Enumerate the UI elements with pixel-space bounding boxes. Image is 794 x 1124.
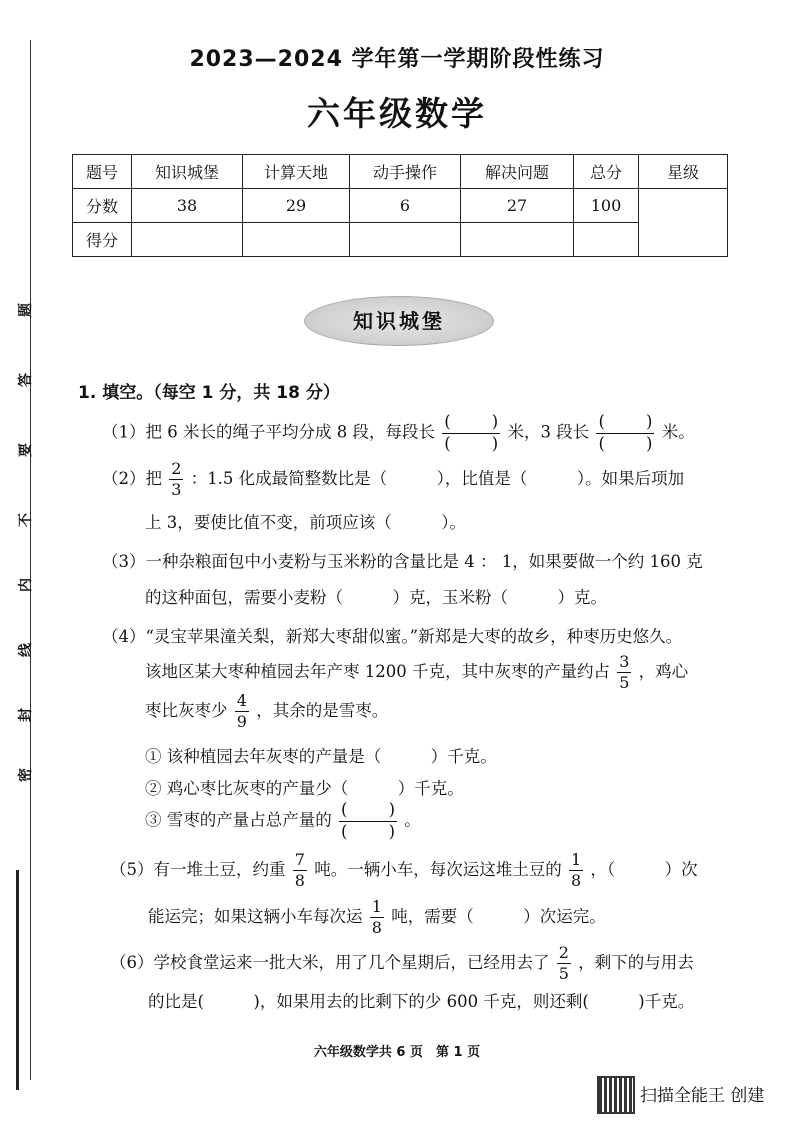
section-badge: 知识城堡	[304, 296, 494, 346]
score-input-cell[interactable]	[461, 223, 574, 257]
table-cell: 解决问题	[461, 155, 574, 189]
table-cell: 分数	[73, 189, 132, 223]
question-text: ，（ ）次	[590, 860, 698, 879]
answer-fraction-blank[interactable]: ( ) ( )	[341, 800, 395, 841]
question-text: 吨。一辆小车，每次运这堆土豆的	[314, 860, 562, 879]
score-input-cell[interactable]	[243, 223, 350, 257]
margin-char: 题	[18, 303, 34, 317]
fraction	[235, 693, 249, 730]
question-text: （4）“灵宝苹果潼关梨，新郑大枣甜似蜜。”新郑是大枣的故乡，种枣历史悠久。	[102, 627, 683, 646]
question-text: ：1.5 化成最简整数比是（ ），比值是（ ）。如果后项加	[190, 469, 685, 488]
score-input-cell[interactable]	[350, 223, 461, 257]
question-text: 。	[404, 810, 421, 830]
star-rating-cell[interactable]	[639, 189, 728, 257]
question-text: ① 该种植园去年灰枣的产量是（ ）千克。	[145, 747, 497, 766]
margin-char: 线	[18, 643, 34, 657]
score-table-header-row	[73, 155, 728, 189]
fraction	[169, 461, 183, 498]
table-cell: 知识城堡	[132, 155, 243, 189]
scanner-watermark: 扫描全能王 创建	[640, 1086, 765, 1106]
fraction-numerator: 3	[619, 652, 630, 671]
table-cell: 星级	[639, 155, 728, 189]
question-text: （1）把 6 米长的绳子平均分成 8 段，每段长	[102, 422, 435, 442]
question-text: （2）把	[102, 469, 162, 488]
question-item-5b	[148, 899, 606, 936]
fraction-numerator: 1	[570, 850, 582, 869]
question-item-4c	[145, 693, 388, 730]
question-heading: 1. 填空。（每空 1 分，共 18 分）	[78, 383, 340, 403]
qr-code-icon	[597, 1076, 635, 1114]
score-input-cell[interactable]	[574, 223, 639, 257]
fraction-denominator: 8	[371, 918, 382, 937]
page-footer: 六年级数学共 6 页 第 1 页	[313, 1045, 481, 1060]
margin-char: 密	[18, 768, 34, 782]
fraction-denominator: 3	[171, 480, 182, 499]
table-cell: 总分	[574, 155, 639, 189]
fraction-numerator: 1	[371, 897, 382, 916]
question-text: 上 3，要使比值不变，前项应该（ ）。	[145, 513, 466, 532]
question-text: ，鸡心	[638, 662, 689, 681]
fraction	[557, 945, 571, 982]
question-text: ，其余的是雪枣。	[256, 701, 389, 720]
fraction-numerator: 2	[171, 459, 182, 478]
margin-char: 内	[18, 578, 34, 592]
table-cell: 动手操作	[350, 155, 461, 189]
answer-fraction-blank[interactable]: ( ) ( )	[444, 412, 499, 453]
fraction	[293, 852, 307, 889]
answer-fraction-blank[interactable]: ( ) ( )	[598, 412, 653, 453]
table-cell: 6	[350, 189, 461, 223]
exam-subject: 六年级数学	[307, 94, 487, 133]
score-table-got-row	[73, 223, 728, 257]
question-text: （3）一种杂粮面包中小麦粉与玉米粉的含量比是 4 ： 1，如果要做一个约 160 克	[102, 552, 703, 571]
question-item-4b	[145, 654, 688, 691]
table-cell: 27	[461, 189, 574, 223]
question-text: 米。	[661, 422, 695, 442]
score-table-score-row	[73, 189, 728, 223]
question-text: ③ 雪枣的产量占总产量的	[145, 810, 332, 830]
fraction-denominator: 5	[619, 673, 630, 692]
fraction	[569, 852, 583, 889]
question-item-2	[102, 461, 684, 498]
table-cell: 100	[574, 189, 639, 223]
question-text: ，剩下的与用去	[578, 953, 694, 972]
fraction-numerator: 4	[236, 691, 247, 710]
fraction-numerator: 7	[294, 850, 305, 869]
question-item-1	[102, 414, 695, 452]
question-text: （5）有一堆土豆，约重	[110, 860, 286, 879]
exam-title: 2023—2024 学年第一学期阶段性练习	[189, 47, 605, 72]
table-cell: 29	[243, 189, 350, 223]
table-cell: 得分	[73, 223, 132, 257]
question-text: 米，3 段长	[507, 422, 590, 442]
fraction-denominator: 8	[570, 871, 582, 890]
fraction-denominator: 5	[558, 964, 569, 983]
question-text: 的比是( )，如果用去的比剩下的少 600 千克，则还剩( )千克。	[148, 992, 695, 1011]
table-cell: 38	[132, 189, 243, 223]
fraction	[617, 654, 631, 691]
binding-line	[30, 40, 31, 1080]
fraction	[370, 899, 384, 936]
fraction-denominator: 8	[294, 871, 305, 890]
question-text: 能运完；如果这辆小车每次运	[148, 907, 363, 926]
fraction-denominator: 9	[236, 712, 247, 731]
question-item-6a	[110, 945, 694, 982]
question-text: 的这种面包，需要小麦粉（ ）克，玉米粉（ ）克。	[145, 588, 607, 607]
question-text: （6）学校食堂运来一批大米，用了几个星期后，已经用去了	[110, 953, 550, 972]
question-item-5a	[110, 852, 698, 889]
margin-char: 不	[18, 513, 34, 527]
fraction-numerator: 2	[558, 943, 569, 962]
margin-char: 答	[18, 373, 34, 387]
score-table	[72, 154, 728, 257]
question-text: 枣比灰枣少	[145, 701, 228, 720]
question-item-4s3	[145, 802, 421, 840]
question-text: 吨，需要（ ）次运完。	[391, 907, 606, 926]
question-text: 该地区某大枣种植园去年产枣 1200 千克，其中灰枣的产量约占	[145, 662, 610, 681]
question-text: ② 鸡心枣比灰枣的产量少（ ）千克。	[145, 779, 464, 798]
table-cell: 题号	[73, 155, 132, 189]
margin-char: 封	[18, 708, 34, 722]
score-input-cell[interactable]	[132, 223, 243, 257]
table-cell: 计算天地	[243, 155, 350, 189]
margin-char: 要	[18, 443, 34, 457]
